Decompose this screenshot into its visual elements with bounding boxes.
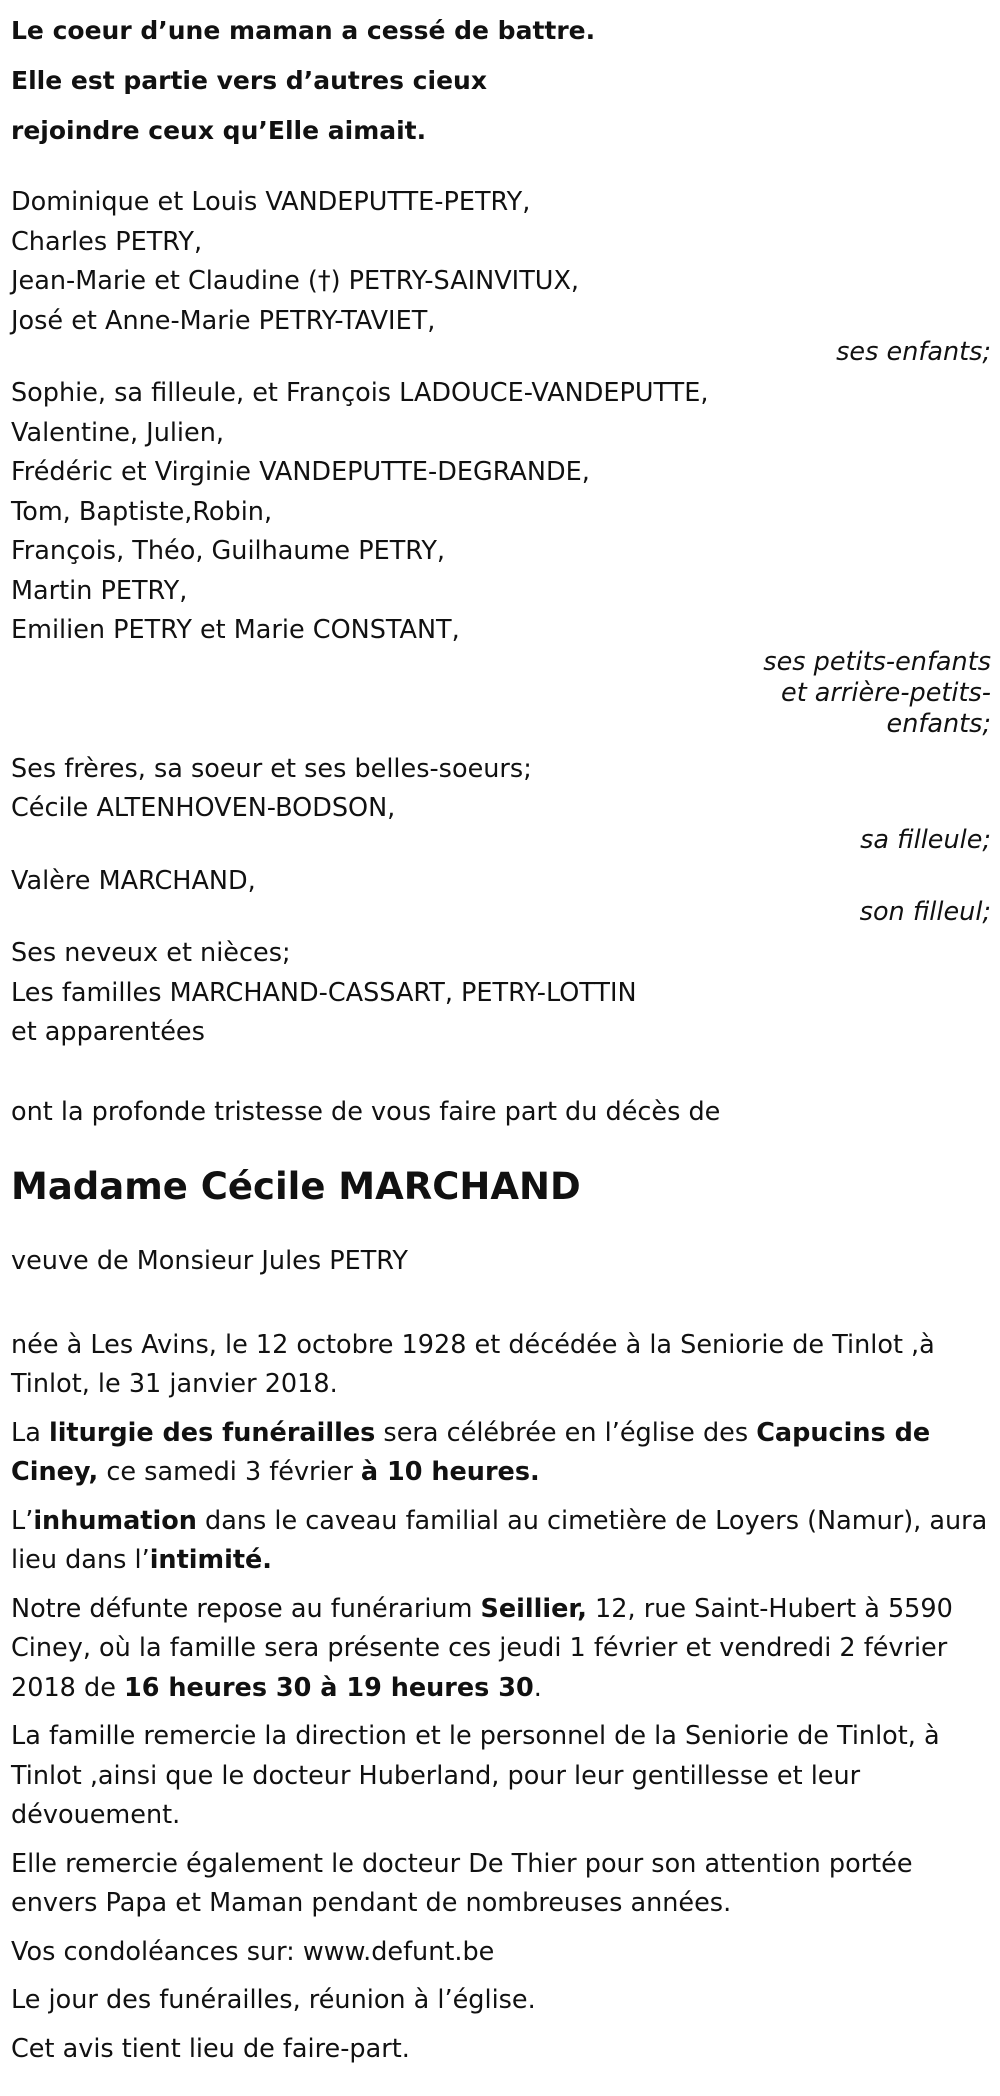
grandchildren-group — [11, 374, 991, 740]
burial-bold: intimité. — [149, 1545, 272, 1575]
funeral-text: La — [11, 1417, 49, 1448]
family-name-line: Jean-Marie et Claudine (†) PETRY-SAINVITUX, — [11, 266, 580, 296]
family-name-line: Cécile ALTENHOVEN-BODSON, — [11, 793, 396, 823]
family-name-line: et apparentées — [11, 1017, 205, 1047]
visitation-bold: Seillier, — [480, 1593, 587, 1624]
siblings-group — [11, 750, 991, 856]
birth-death-paragraph: née à Les Avins, le 12 octobre 1928 et décédée à la Seniorie de Tinlot ,à Tinlot, le 31 janvier 2018. — [11, 1329, 935, 1399]
family-name-line: Ses frères, sa soeur et ses belles-soeurs; — [11, 753, 532, 784]
role-label: ses petits-enfants — [763, 646, 991, 677]
burial-text: dans le caveau familial au cimetière de Loyers (Namur), aura lieu dans l’ — [11, 1505, 988, 1575]
funeral-text: ce samedi 3 février — [98, 1457, 361, 1487]
burial-paragraph — [11, 1502, 991, 1581]
obituary-notice — [11, 6, 991, 2078]
role-label: sa filleule; — [860, 824, 991, 855]
intro-line: Elle est partie vers d’autres cieux — [11, 66, 487, 95]
condolences-line: Vos condoléances sur: www.defunt.be — [11, 1936, 495, 1967]
children-group — [11, 183, 991, 368]
family-name-line: Tom, Baptiste,Robin, — [11, 496, 273, 527]
visitation-text: 12, rue Saint-Hubert à 5590 Ciney, où la famille sera présente ces jeudi 1 février et vendredi 2 février 2018 de — [11, 1593, 953, 1703]
role-label: enfants; — [886, 708, 991, 739]
intro-line: Le coeur d’une maman a cessé de battre. — [11, 16, 596, 45]
funeral-bold: Capucins de Ciney, — [11, 1417, 931, 1487]
family-name-line: Ses neveux et nièces; — [11, 938, 291, 968]
family-name-line: Martin PETRY, — [11, 575, 188, 606]
family-name-line: Les familles MARCHAND-CASSART, PETRY-LOTTIN — [11, 977, 637, 1008]
burial-text: L’ — [11, 1505, 34, 1536]
family-name-line: Charles PETRY, — [11, 226, 203, 257]
family-name-line: François, Théo, Guilhaume PETRY, — [11, 536, 446, 566]
deceased-name: Madame Cécile MARCHAND — [11, 1165, 581, 1208]
intro-verse — [11, 6, 991, 156]
visitation-text: . — [533, 1672, 542, 1703]
burial-bold: inhumation — [33, 1505, 197, 1536]
funeral-bold: à 10 heures. — [360, 1457, 540, 1487]
family-name-line: Valentine, Julien, — [11, 417, 224, 448]
thanks-paragraph: La famille remercie la direction et le personnel de la Seniorie de Tinlot, à Tinlot ,ainsi que le docteur Huberland, pour leur gentillesse et leur dévouement. — [11, 1721, 940, 1830]
godson-group — [11, 862, 991, 929]
relatives-group — [11, 934, 991, 1053]
family-name-line: Dominique et Louis VANDEPUTTE-PETRY, — [11, 187, 531, 217]
funeral-paragraph — [11, 1414, 991, 1493]
family-name-line: José et Anne-Marie PETRY-TAVIET, — [11, 305, 436, 336]
funeral-bold: liturgie des funérailles — [48, 1417, 376, 1448]
family-name-line: Frédéric et Virginie VANDEPUTTE-DEGRANDE, — [11, 457, 590, 487]
widow-of: veuve de Monsieur Jules PETRY — [11, 1246, 408, 1276]
meeting-line: Le jour des funérailles, réunion à l’église. — [11, 1985, 536, 2015]
intro-line: rejoindre ceux qu’Elle aimait. — [11, 116, 427, 145]
thanks-doctor-paragraph: Elle remercie également le docteur De Thier pour son attention portée envers Papa et Maman pendant de nombreuses années. — [11, 1848, 913, 1918]
notice-line: Cet avis tient lieu de faire-part. — [11, 2033, 410, 2064]
visitation-bold: 16 heures 30 à 19 heures 30 — [123, 1672, 534, 1703]
funeral-text: sera célébrée en l’église des — [375, 1417, 757, 1448]
announcement: ont la profonde tristesse de vous faire part du décès de — [11, 1096, 721, 1127]
role-label: et arrière-petits- — [781, 677, 991, 708]
family-name-line: Emilien PETRY et Marie CONSTANT, — [11, 615, 460, 645]
role-label: ses enfants; — [836, 337, 991, 367]
family-name-line: Valère MARCHAND, — [11, 865, 256, 896]
family-name-line: Sophie, sa filleule, et François LADOUCE-VANDEPUTTE, — [11, 378, 709, 408]
visitation-paragraph — [11, 1590, 991, 1709]
visitation-text: Notre défunte repose au funérarium — [11, 1593, 481, 1624]
role-label: son filleul; — [859, 897, 991, 927]
